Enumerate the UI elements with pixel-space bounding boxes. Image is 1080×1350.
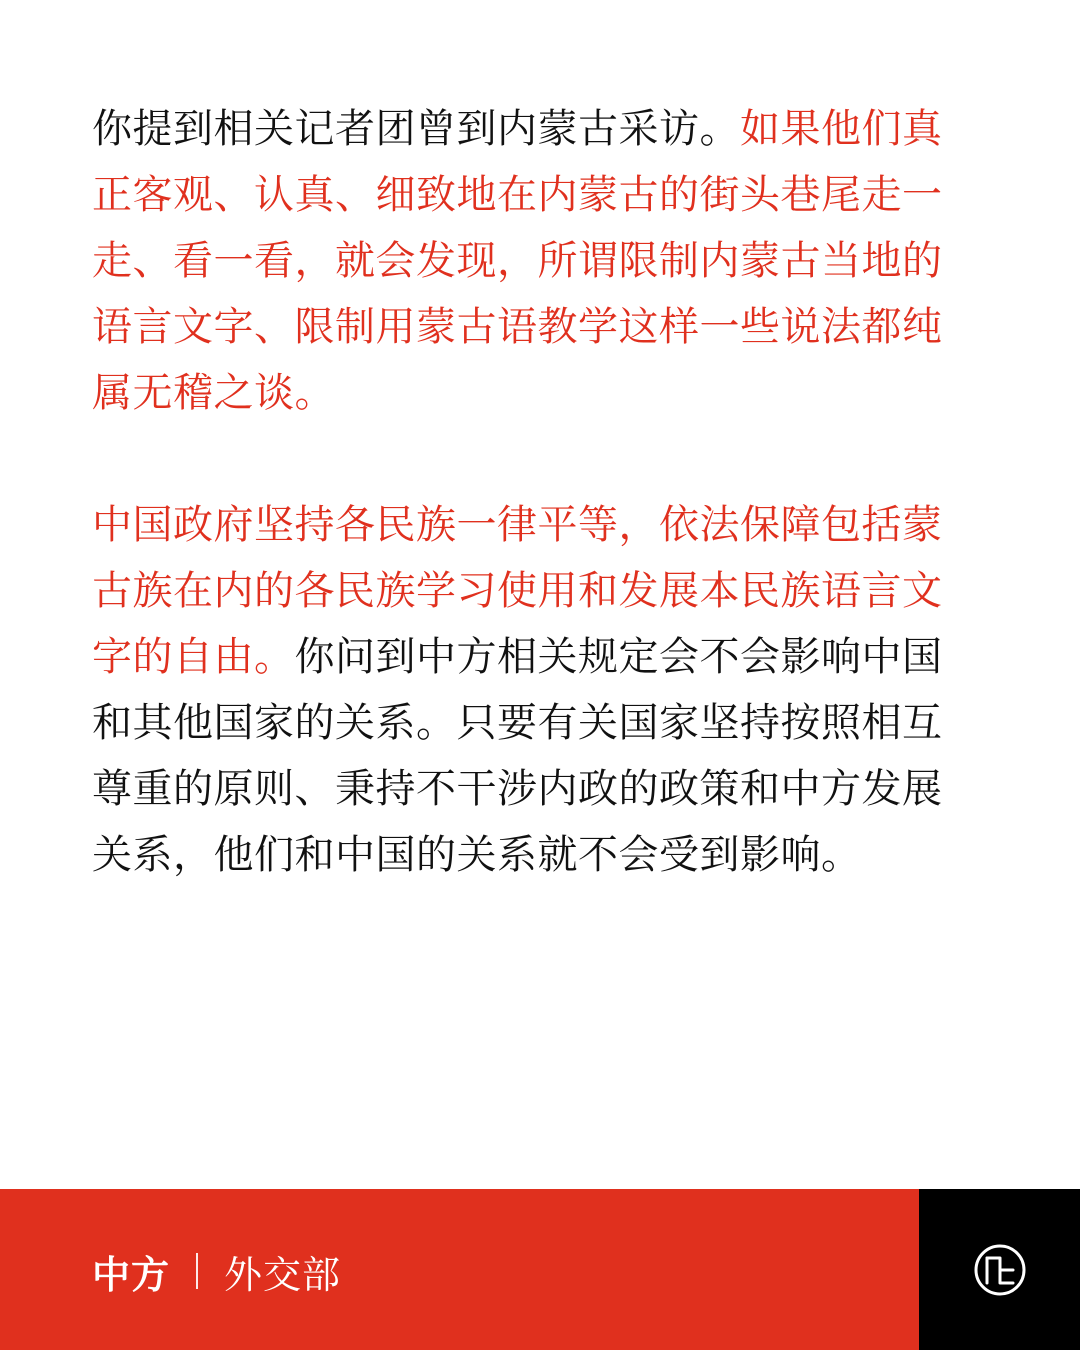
paragraph-1-black-text: 你提到相关记者团曾到内蒙古采访。 <box>92 106 740 152</box>
paragraph-1 <box>92 96 978 426</box>
footer-logo-panel <box>919 1189 1080 1350</box>
paragraph-1-red-text: 如果他们真正客观、认真、细致地在内蒙古的街头巷尾走一走、看一看，就会发现，所谓限制内蒙古当地的语言文字、限制用蒙古语教学这样一些说法都纯属无稽之谈。 <box>92 106 943 416</box>
ministry-logo-icon <box>973 1243 1027 1297</box>
footer-red-panel <box>0 1189 919 1350</box>
paragraph-2-red-text: 中国政府坚持各民族一律平等，依法保障包括蒙古族在内的各民族学习使用和发展本民族语言文字的自由。 <box>92 502 943 680</box>
paragraph-2 <box>92 492 978 888</box>
brand-divider <box>196 1253 198 1289</box>
paragraph-2-black-text: 你问到中方相关规定会不会影响中国和其他国家的关系。只要有关国家坚持按照相互尊重的原则、秉持不干涉内政的政策和中方发展关系，他们和中国的关系就不会受到影响。 <box>92 634 943 878</box>
footer-brand <box>92 1241 341 1301</box>
brand-main-label: 中方 <box>92 1252 171 1297</box>
brand-sub-label: 外交部 <box>224 1252 342 1297</box>
article-body <box>92 96 978 888</box>
footer-bar <box>0 1189 1080 1350</box>
